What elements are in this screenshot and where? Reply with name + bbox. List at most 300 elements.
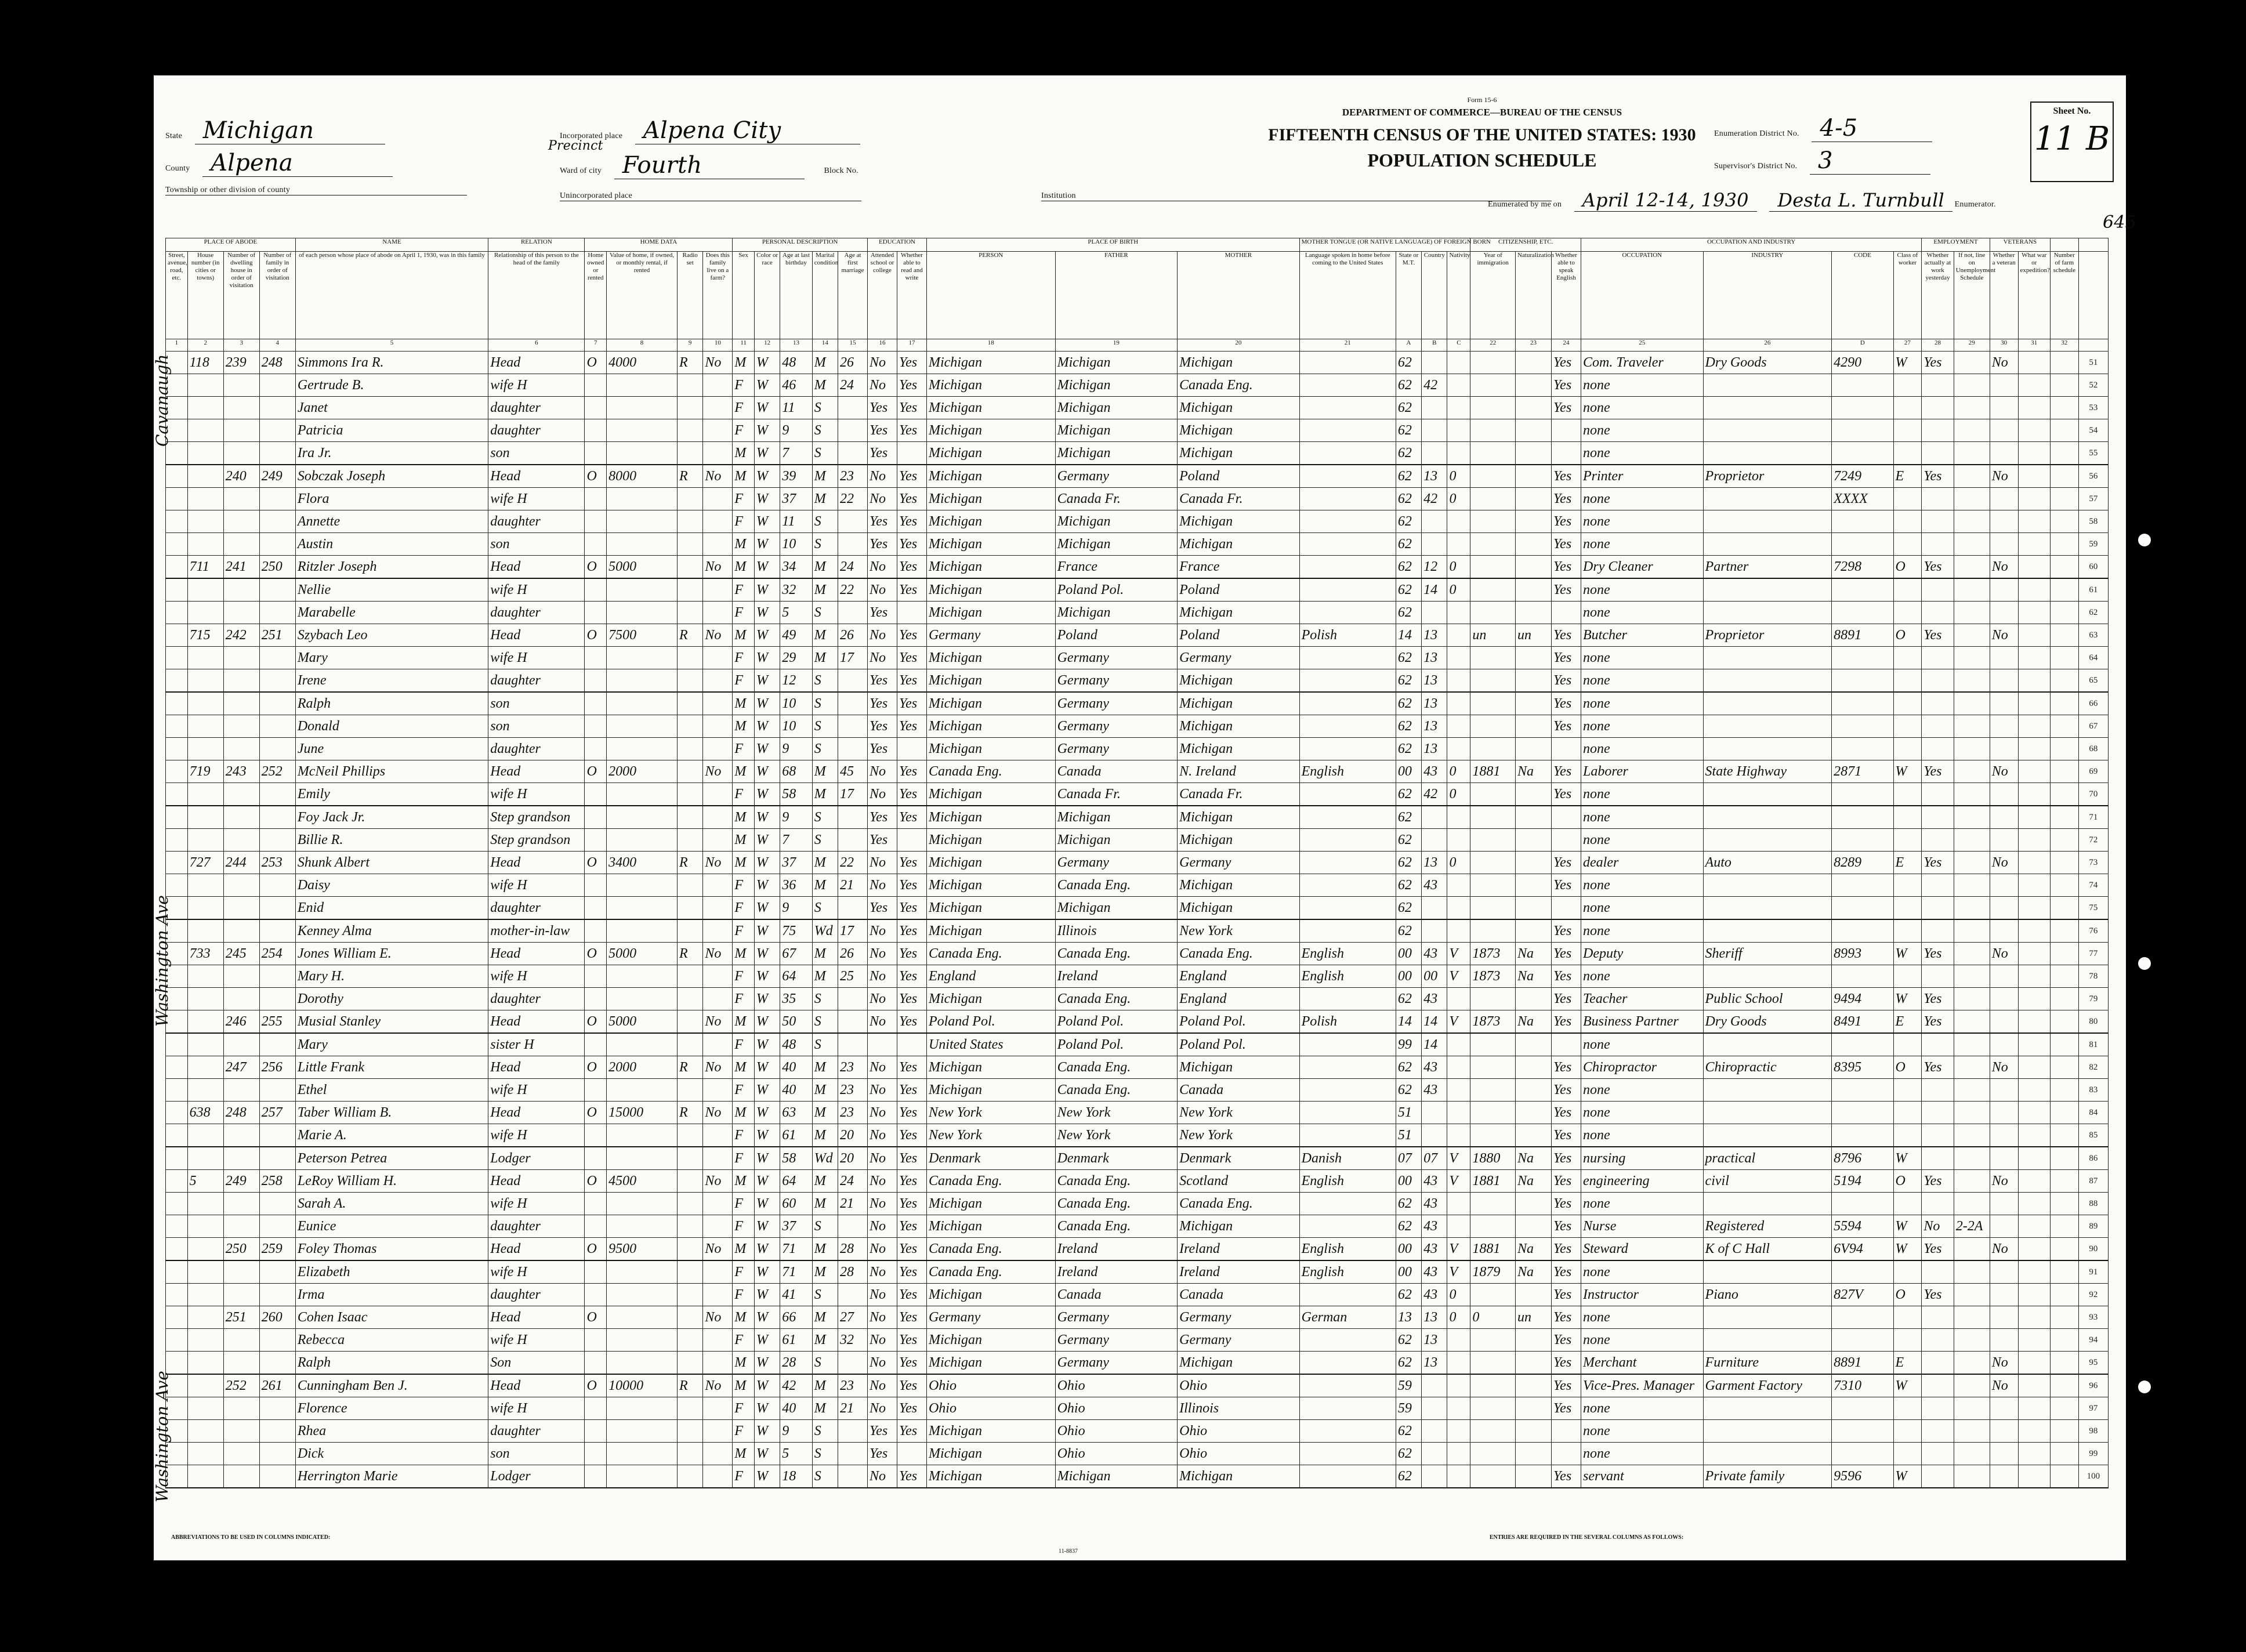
cell-sex: M: [733, 852, 755, 874]
cell-veteran: [1990, 692, 2018, 715]
cell-sex: F: [733, 1079, 755, 1102]
cell-veteran: No: [1990, 1374, 2018, 1397]
incorporated-field: [560, 117, 860, 144]
cell-marital: M: [812, 760, 838, 783]
cell-occupation: engineering: [1581, 1170, 1704, 1193]
cell-first-marriage: 26: [838, 943, 868, 965]
table-row: [166, 1238, 2109, 1261]
cell-house: [187, 897, 223, 920]
cell-bp-father: Ireland: [1055, 965, 1178, 988]
cell-industry: [1703, 919, 1832, 943]
cell-english: Yes: [1552, 1124, 1581, 1147]
cell-owned: [585, 1124, 607, 1147]
cell-first-marriage: [838, 669, 868, 693]
cell-bp-mother: Ohio: [1178, 1420, 1300, 1443]
cell-code-d: 827V: [1832, 1284, 1893, 1306]
cell-veteran: [1990, 829, 2018, 852]
cell-code-b: 42: [1422, 488, 1447, 510]
cell-immigration: [1470, 715, 1516, 738]
abbrev-title: ABBREVIATIONS TO BE USED IN COLUMNS INDICATED:: [171, 1534, 331, 1541]
cell-farm-sched: [2050, 760, 2078, 783]
cell-code-b: 14: [1422, 578, 1447, 602]
cell-marital: Wd: [812, 1147, 838, 1170]
cell-unemployed: [1954, 556, 1990, 579]
cell-unemployed: [1954, 1420, 1990, 1443]
cell-owned: [585, 806, 607, 829]
cell-veteran: No: [1990, 1170, 2018, 1193]
cell-relation: son: [488, 533, 585, 556]
cell-age: 35: [780, 988, 812, 1010]
cell-marital: M: [812, 488, 838, 510]
enumerator-name: Desta L. Turnbull: [1769, 189, 1952, 212]
cell-tongue: [1299, 397, 1396, 419]
cell-veteran: [1990, 715, 2018, 738]
cell-bp-mother: Canada Fr.: [1178, 488, 1300, 510]
cell-family: [259, 1124, 295, 1147]
cell-farm-sched: [2050, 806, 2078, 829]
cell-first-marriage: [838, 738, 868, 760]
cell-read-write: Yes: [897, 1147, 926, 1170]
cell-farm: No: [703, 556, 733, 579]
cell-age: 48: [780, 1033, 812, 1056]
cell-code-b: 43: [1422, 1238, 1447, 1261]
cell-relation: Step grandson: [488, 806, 585, 829]
cell-first-marriage: 24: [838, 1170, 868, 1193]
cell-relation: wife H: [488, 1329, 585, 1352]
cell-school: No: [868, 1147, 897, 1170]
cell-code-b: [1422, 829, 1447, 852]
cell-name: Enid: [295, 897, 488, 920]
cell-occupation: Teacher: [1581, 988, 1704, 1010]
cell-marital: S: [812, 692, 838, 715]
line-number: 65: [2078, 669, 2108, 693]
census-title: FIFTEENTH CENSUS OF THE UNITED STATES: 1930: [1268, 125, 1696, 144]
cell-read-write: Yes: [897, 715, 926, 738]
cell-owned: [585, 1465, 607, 1488]
cell-at-work: [1922, 1443, 1954, 1465]
cell-code-d: [1832, 510, 1893, 533]
cell-value: [607, 874, 678, 897]
cell-sex: F: [733, 1147, 755, 1170]
cell-read-write: Yes: [897, 556, 926, 579]
cell-school: No: [868, 1260, 897, 1284]
cell-house: 715: [187, 624, 223, 647]
cell-code-a: 62: [1396, 692, 1421, 715]
cell-dwelling: [223, 647, 259, 669]
cell-street: [166, 510, 188, 533]
cell-immigration: 0: [1470, 1306, 1516, 1329]
cell-veteran: [1990, 1397, 2018, 1420]
cell-house: [187, 965, 223, 988]
cell-class-worker: [1893, 829, 1922, 852]
cell-code-d: [1832, 1193, 1893, 1215]
cell-marital: M: [812, 1238, 838, 1261]
cell-naturalization: [1515, 1352, 1551, 1375]
cell-code-d: [1832, 738, 1893, 760]
cell-marital: M: [812, 1374, 838, 1397]
cell-class-worker: [1893, 1443, 1922, 1465]
cell-code-c: [1447, 533, 1470, 556]
cell-code-b: [1422, 352, 1447, 374]
line-number: 53: [2078, 397, 2108, 419]
column-number: 23: [1515, 339, 1551, 352]
cell-owned: O: [585, 760, 607, 783]
column-header: Value of home, if owned, or monthly rental, if rented: [607, 252, 678, 339]
cell-class-worker: W: [1893, 1374, 1922, 1397]
cell-code-c: [1447, 374, 1470, 397]
cell-race: W: [754, 874, 780, 897]
cell-marital: M: [812, 1329, 838, 1352]
cell-house: [187, 874, 223, 897]
cell-war: [2018, 1352, 2050, 1375]
cell-race: W: [754, 1420, 780, 1443]
cell-marital: M: [812, 965, 838, 988]
cell-owned: [585, 669, 607, 693]
cell-unemployed: [1954, 1238, 1990, 1261]
cell-industry: [1703, 1033, 1832, 1056]
cell-read-write: Yes: [897, 852, 926, 874]
cell-occupation: Steward: [1581, 1238, 1704, 1261]
cell-bp-father: Canada: [1055, 1284, 1178, 1306]
cell-class-worker: [1893, 533, 1922, 556]
cell-code-d: [1832, 442, 1893, 465]
group-veterans: VETERANS: [1990, 238, 2050, 252]
cell-code-d: [1832, 692, 1893, 715]
cell-industry: [1703, 1306, 1832, 1329]
cell-value: [607, 419, 678, 442]
cell-radio: [678, 488, 703, 510]
cell-age: 40: [780, 1397, 812, 1420]
cell-unemployed: [1954, 874, 1990, 897]
cell-farm-sched: [2050, 1465, 2078, 1488]
cell-age: 61: [780, 1329, 812, 1352]
cell-immigration: [1470, 852, 1516, 874]
cell-tongue: [1299, 352, 1396, 374]
cell-family: [259, 919, 295, 943]
cell-radio: [678, 1329, 703, 1352]
cell-bp-father: Michigan: [1055, 533, 1178, 556]
cell-veteran: No: [1990, 943, 2018, 965]
cell-occupation: none: [1581, 1306, 1704, 1329]
cell-read-write: Yes: [897, 988, 926, 1010]
cell-code-b: 42: [1422, 783, 1447, 806]
group-home: HOME DATA: [585, 238, 733, 252]
cell-code-d: 5194: [1832, 1170, 1893, 1193]
cell-bp-mother: Michigan: [1178, 1465, 1300, 1488]
cell-relation: daughter: [488, 602, 585, 624]
cell-marital: S: [812, 1215, 838, 1238]
line-number: 98: [2078, 1420, 2108, 1443]
cell-code-d: 8891: [1832, 1352, 1893, 1375]
cell-at-work: [1922, 919, 1954, 943]
cell-farm-sched: [2050, 1306, 2078, 1329]
cell-tongue: [1299, 1374, 1396, 1397]
cell-at-work: [1922, 806, 1954, 829]
cell-code-c: [1447, 442, 1470, 465]
cell-code-d: [1832, 1124, 1893, 1147]
cell-english: Yes: [1552, 852, 1581, 874]
cell-code-c: [1447, 1352, 1470, 1375]
cell-naturalization: [1515, 1465, 1551, 1488]
cell-bp-person: Poland Pol.: [926, 1010, 1055, 1034]
cell-radio: [678, 760, 703, 783]
cell-war: [2018, 533, 2050, 556]
cell-code-b: 43: [1422, 943, 1447, 965]
cell-first-marriage: 32: [838, 1329, 868, 1352]
cell-code-b: 13: [1422, 738, 1447, 760]
cell-code-d: 9596: [1832, 1465, 1893, 1488]
cell-school: Yes: [868, 1420, 897, 1443]
cell-veteran: [1990, 419, 2018, 442]
cell-code-a: 62: [1396, 669, 1421, 693]
cell-school: Yes: [868, 669, 897, 693]
cell-english: Yes: [1552, 488, 1581, 510]
line-number: 63: [2078, 624, 2108, 647]
cell-first-marriage: [838, 1284, 868, 1306]
cell-sex: M: [733, 556, 755, 579]
cell-farm: No: [703, 465, 733, 488]
cell-first-marriage: 20: [838, 1124, 868, 1147]
cell-house: [187, 919, 223, 943]
cell-relation: daughter: [488, 1284, 585, 1306]
cell-farm-sched: [2050, 1260, 2078, 1284]
cell-house: [187, 1010, 223, 1034]
cell-sex: F: [733, 488, 755, 510]
cell-relation: daughter: [488, 669, 585, 693]
cell-sex: M: [733, 1443, 755, 1465]
cell-dwelling: [223, 783, 259, 806]
cell-at-work: Yes: [1922, 1238, 1954, 1261]
cell-name: Little Frank: [295, 1056, 488, 1079]
cell-first-marriage: [838, 897, 868, 920]
cell-sex: F: [733, 1193, 755, 1215]
cell-owned: O: [585, 465, 607, 488]
cell-code-a: 62: [1396, 533, 1421, 556]
cell-dwelling: [223, 533, 259, 556]
cell-farm: No: [703, 943, 733, 965]
cell-naturalization: [1515, 1193, 1551, 1215]
cell-radio: [678, 1397, 703, 1420]
cell-first-marriage: 23: [838, 1079, 868, 1102]
cell-street: [166, 1102, 188, 1124]
cell-immigration: 1879: [1470, 1260, 1516, 1284]
cell-at-work: [1922, 783, 1954, 806]
cell-house: 5: [187, 1170, 223, 1193]
cell-farm-sched: [2050, 442, 2078, 465]
table-row: [166, 488, 2109, 510]
cell-race: W: [754, 1284, 780, 1306]
cell-race: W: [754, 1306, 780, 1329]
cell-read-write: Yes: [897, 1260, 926, 1284]
cell-code-b: [1422, 897, 1447, 920]
cell-english: Yes: [1552, 692, 1581, 715]
cell-name: Ralph: [295, 692, 488, 715]
cell-class-worker: [1893, 1033, 1922, 1056]
line-number: 71: [2078, 806, 2108, 829]
cell-marital: M: [812, 852, 838, 874]
cell-name: Dick: [295, 1443, 488, 1465]
cell-street: [166, 874, 188, 897]
column-header: House number (in cities or towns): [187, 252, 223, 339]
cell-naturalization: [1515, 397, 1551, 419]
cell-immigration: 1880: [1470, 1147, 1516, 1170]
cell-unemployed: [1954, 1056, 1990, 1079]
cell-bp-father: Ireland: [1055, 1238, 1178, 1261]
cell-first-marriage: 24: [838, 374, 868, 397]
cell-farm: [703, 397, 733, 419]
cell-street: [166, 1306, 188, 1329]
cell-immigration: [1470, 988, 1516, 1010]
cell-veteran: [1990, 442, 2018, 465]
cell-dwelling: [223, 919, 259, 943]
cell-owned: [585, 442, 607, 465]
ward-value: Fourth: [614, 152, 805, 179]
cell-industry: [1703, 829, 1832, 852]
cell-war: [2018, 1102, 2050, 1124]
cell-code-c: [1447, 897, 1470, 920]
cell-owned: O: [585, 352, 607, 374]
cell-relation: son: [488, 442, 585, 465]
cell-bp-person: Michigan: [926, 897, 1055, 920]
cell-first-marriage: [838, 419, 868, 442]
cell-race: W: [754, 1443, 780, 1465]
cell-veteran: [1990, 669, 2018, 693]
cell-radio: [678, 692, 703, 715]
cell-occupation: none: [1581, 647, 1704, 669]
cell-race: W: [754, 352, 780, 374]
table-row: [166, 1079, 2109, 1102]
cell-read-write: Yes: [897, 374, 926, 397]
cell-value: [607, 1193, 678, 1215]
table-row: [166, 897, 2109, 920]
cell-code-a: 13: [1396, 1306, 1421, 1329]
cell-family: [259, 1397, 295, 1420]
cell-first-marriage: 28: [838, 1238, 868, 1261]
form-number: Form 15-6: [1467, 96, 1497, 104]
cell-name: Billie R.: [295, 829, 488, 852]
cell-bp-father: Poland: [1055, 624, 1178, 647]
cell-race: W: [754, 578, 780, 602]
cell-english: Yes: [1552, 874, 1581, 897]
cell-first-marriage: 17: [838, 647, 868, 669]
cell-unemployed: [1954, 897, 1990, 920]
cell-unemployed: [1954, 647, 1990, 669]
cell-code-c: V: [1447, 1260, 1470, 1284]
cell-radio: [678, 1443, 703, 1465]
column-number: D: [1832, 339, 1893, 352]
cell-code-b: [1422, 510, 1447, 533]
cell-first-marriage: [838, 442, 868, 465]
cell-farm-sched: [2050, 919, 2078, 943]
cell-race: W: [754, 1215, 780, 1238]
cell-code-a: 99: [1396, 1033, 1421, 1056]
cell-owned: [585, 897, 607, 920]
cell-code-a: 62: [1396, 1443, 1421, 1465]
cell-marital: S: [812, 988, 838, 1010]
column-number: C: [1447, 339, 1470, 352]
cell-occupation: Dry Cleaner: [1581, 556, 1704, 579]
cell-code-c: [1447, 1443, 1470, 1465]
cell-english: [1552, 442, 1581, 465]
cell-immigration: 1881: [1470, 760, 1516, 783]
cell-family: [259, 1352, 295, 1375]
cell-relation: Head: [488, 943, 585, 965]
cell-radio: [678, 897, 703, 920]
cell-bp-person: England: [926, 965, 1055, 988]
cell-tongue: English: [1299, 760, 1396, 783]
cell-value: [607, 1147, 678, 1170]
cell-naturalization: [1515, 1102, 1551, 1124]
cell-code-c: V: [1447, 1010, 1470, 1034]
cell-owned: [585, 1284, 607, 1306]
cell-war: [2018, 647, 2050, 669]
cell-naturalization: un: [1515, 1306, 1551, 1329]
cell-code-b: 42: [1422, 374, 1447, 397]
cell-unemployed: [1954, 1374, 1990, 1397]
cell-house: [187, 533, 223, 556]
cell-radio: [678, 602, 703, 624]
cell-school: No: [868, 1374, 897, 1397]
cell-class-worker: [1893, 1329, 1922, 1352]
cell-bp-person: Michigan: [926, 874, 1055, 897]
cell-code-c: [1447, 669, 1470, 693]
cell-family: [259, 1079, 295, 1102]
cell-radio: [678, 1260, 703, 1284]
cell-english: Yes: [1552, 1170, 1581, 1193]
cell-class-worker: [1893, 419, 1922, 442]
cell-code-d: [1832, 783, 1893, 806]
cell-bp-person: Michigan: [926, 1284, 1055, 1306]
cell-farm-sched: [2050, 556, 2078, 579]
cell-school: Yes: [868, 738, 897, 760]
cell-school: No: [868, 556, 897, 579]
cell-farm: [703, 783, 733, 806]
cell-relation: wife H: [488, 488, 585, 510]
cell-radio: [678, 1284, 703, 1306]
cell-farm-sched: [2050, 1124, 2078, 1147]
cell-relation: Head: [488, 624, 585, 647]
cell-code-c: 0: [1447, 465, 1470, 488]
margin-note-1: Cavanaugh: [153, 354, 172, 447]
cell-sex: M: [733, 715, 755, 738]
line-number: 92: [2078, 1284, 2108, 1306]
institution-label: Institution: [1041, 191, 1076, 200]
cell-sex: F: [733, 602, 755, 624]
table-row: [166, 738, 2109, 760]
cell-occupation: none: [1581, 897, 1704, 920]
cell-farm-sched: [2050, 1102, 2078, 1124]
group-abode: PLACE OF ABODE: [166, 238, 296, 252]
cell-read-write: Yes: [897, 1465, 926, 1488]
table-row: [166, 1420, 2109, 1443]
cell-name: Austin: [295, 533, 488, 556]
cell-code-d: 7310: [1832, 1374, 1893, 1397]
cell-bp-mother: Denmark: [1178, 1147, 1300, 1170]
cell-family: 252: [259, 760, 295, 783]
line-number: 79: [2078, 988, 2108, 1010]
cell-value: [607, 1352, 678, 1375]
cell-farm: [703, 1443, 733, 1465]
cell-family: [259, 442, 295, 465]
cell-bp-person: Michigan: [926, 738, 1055, 760]
cell-dwelling: [223, 397, 259, 419]
cell-unemployed: [1954, 669, 1990, 693]
table-row: [166, 1260, 2109, 1284]
cell-value: 5000: [607, 943, 678, 965]
cell-school: Yes: [868, 602, 897, 624]
cell-bp-mother: New York: [1178, 919, 1300, 943]
cell-bp-mother: Michigan: [1178, 669, 1300, 693]
